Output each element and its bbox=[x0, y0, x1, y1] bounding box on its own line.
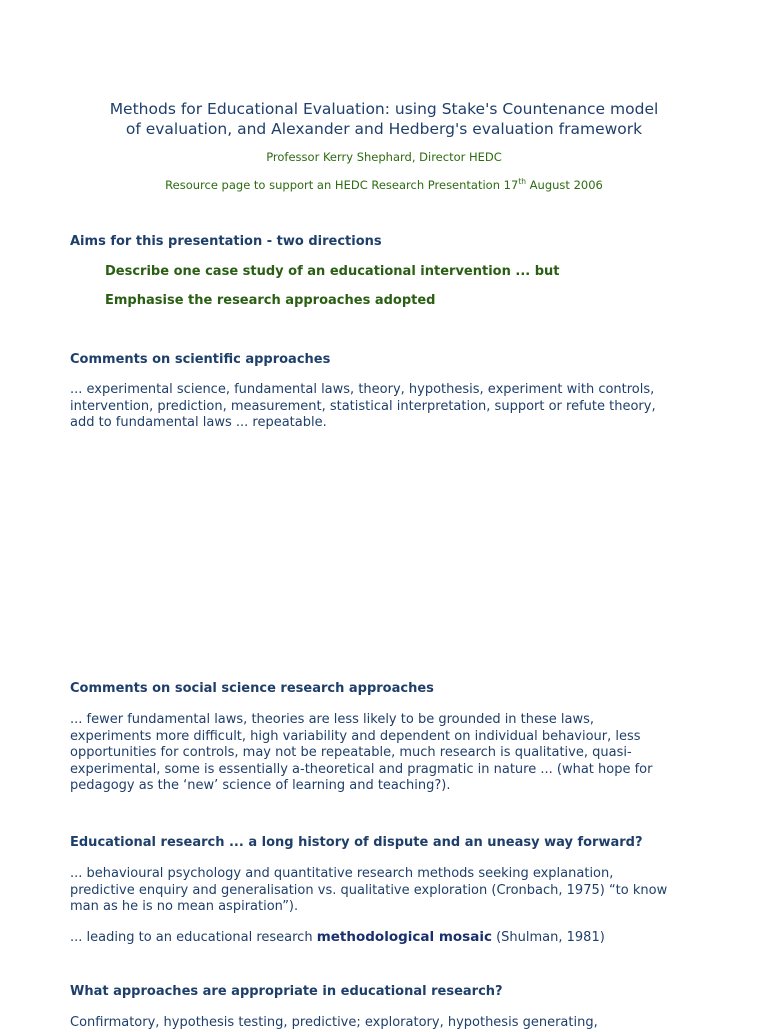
title-line-1: Methods for Educational Evaluation: using Stake's Countenance model bbox=[109, 100, 659, 118]
approaches-paragraph bbox=[70, 1015, 710, 1032]
resource-text: Resource page to support an HEDC Research Presentation 17 bbox=[165, 178, 519, 192]
resource-date: August 2006 bbox=[526, 178, 603, 192]
aim-item-2: Emphasise the research approaches adopted bbox=[105, 293, 436, 308]
approaches-heading: What approaches are appropriate in educational research? bbox=[70, 984, 503, 999]
title-line-2: of evaluation, and Alexander and Hedberg's evaluation framework bbox=[125, 120, 643, 138]
resource-line bbox=[60, 177, 708, 193]
scientific-heading: Comments on scientific approaches bbox=[70, 352, 331, 367]
social-line-4: experimental, some is essentially a-theoretical and pragmatic in nature ... (what hope for bbox=[70, 761, 653, 777]
scientific-line-1: ... experimental science, fundamental laws, theory, hypothesis, experiment with controls, bbox=[70, 382, 655, 397]
scientific-paragraph bbox=[70, 382, 710, 432]
educational-line-1: ... behavioural psychology and quantitative research methods seeking explanation, bbox=[70, 866, 614, 881]
scientific-line-2: intervention, prediction, measurement, statistical interpretation, support or refute theory, bbox=[70, 398, 656, 414]
aim-item-1: Describe one case study of an educational intervention ... but bbox=[105, 264, 560, 279]
social-paragraph bbox=[70, 712, 710, 795]
aims-heading: Aims for this presentation - two directions bbox=[70, 234, 382, 249]
educational-heading: Educational research ... a long history of dispute and an uneasy way forward? bbox=[70, 835, 643, 850]
mosaic-post: (Shulman, 1981) bbox=[491, 930, 605, 945]
resource-superscript: th bbox=[518, 177, 527, 187]
scientific-line-3: add to fundamental laws ... repeatable. bbox=[70, 415, 327, 430]
mosaic-pre: ... leading to an educational research bbox=[70, 930, 317, 945]
social-line-3: opportunities for controls, may not be repeatable, much research is qualitative, quasi- bbox=[70, 745, 632, 760]
social-line-5: pedagogy as the ‘new’ science of learning and teaching?). bbox=[70, 778, 451, 793]
educational-paragraph bbox=[70, 866, 710, 916]
social-heading: Comments on social science research approaches bbox=[70, 681, 434, 696]
page-title bbox=[60, 99, 708, 139]
social-line-2: experiments more difficult, high variability and dependent on individual behaviour, less bbox=[70, 728, 641, 744]
mosaic-paragraph bbox=[70, 929, 710, 947]
mosaic-bold: methodological mosaic bbox=[316, 929, 492, 945]
approaches-line-1: Confirmatory, hypothesis testing, predictive; exploratory, hypothesis generating, bbox=[70, 1015, 598, 1030]
author-line: Professor Kerry Shephard, Director HEDC bbox=[266, 150, 502, 164]
educational-line-2: predictive enquiry and generalisation vs. qualitative exploration (Cronbach, 1975) “to know bbox=[70, 882, 668, 898]
social-line-1: ... fewer fundamental laws, theories are less likely to be grounded in these laws, bbox=[70, 712, 595, 727]
educational-line-3: man as he is no mean aspiration”). bbox=[70, 899, 299, 914]
